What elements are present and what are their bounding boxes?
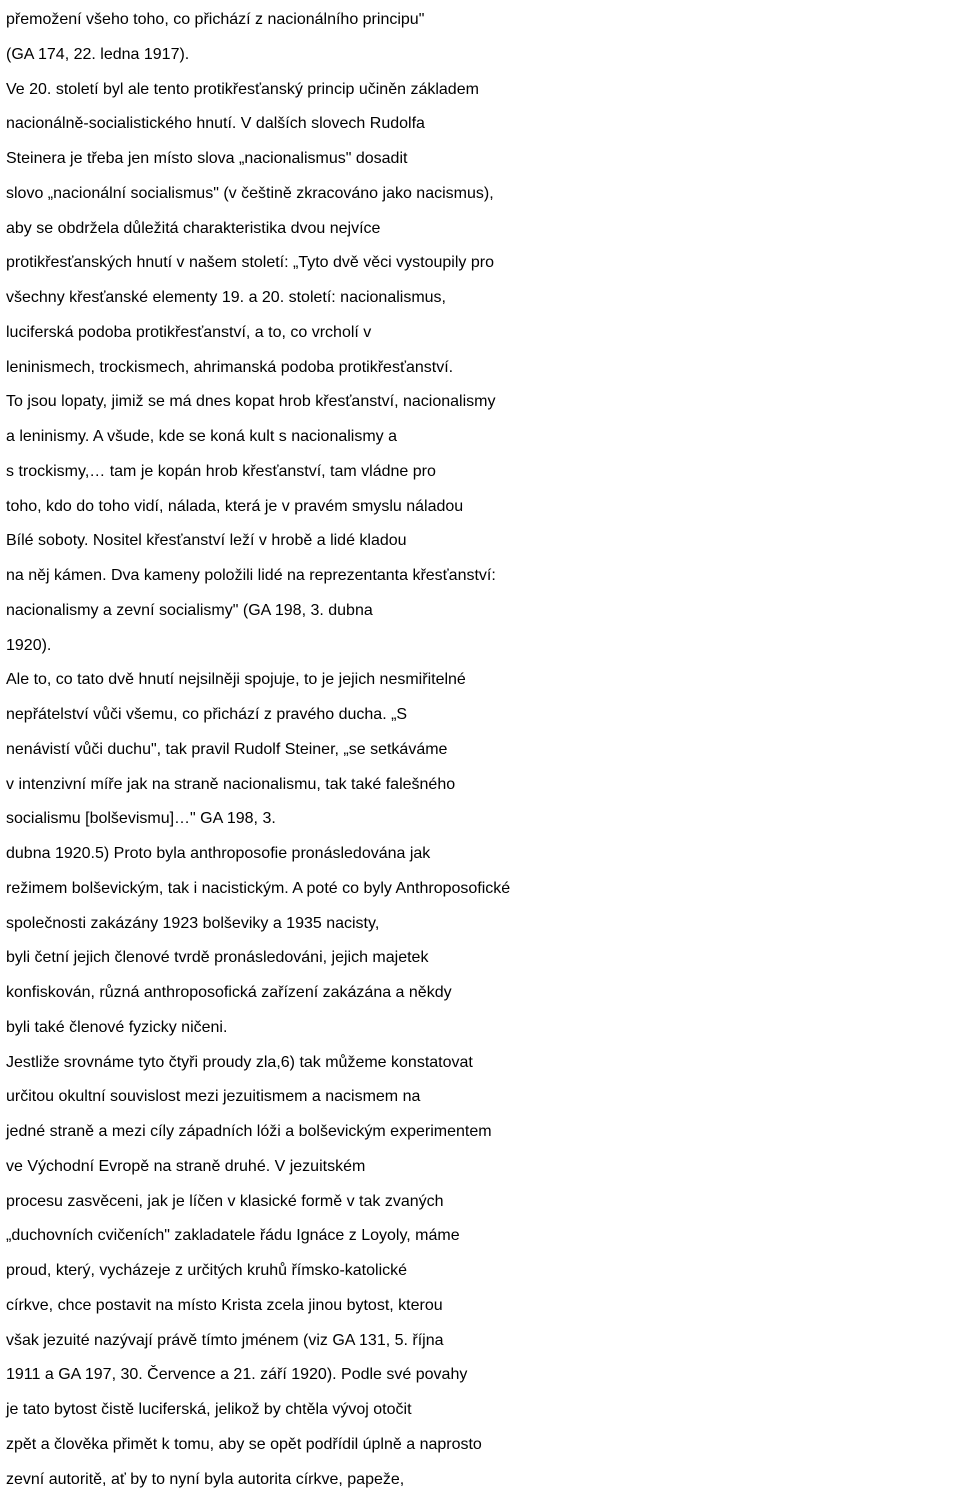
text-line: protikřesťanských hnutí v našem století: „Tyto dvě věci vystoupily pro <box>6 246 960 281</box>
text-line: režimem bolševickým, tak i nacistickým. A poté co byly Anthroposofické <box>6 872 960 907</box>
text-line: zpět a člověka přimět k tomu, aby se opět podřídil úplně a naprosto <box>6 1428 960 1463</box>
text-line: přemožení všeho toho, co přichází z nacionálního principu" <box>6 3 960 38</box>
text-line: byli četní jejich členové tvrdě pronásledováni, jejich majetek <box>6 941 960 976</box>
text-line: společnosti zakázány 1923 bolševiky a 1935 nacisty, <box>6 907 960 942</box>
text-line: proud, který, vycházeje z určitých kruhů římsko-katolické <box>6 1254 960 1289</box>
text-line: „duchovních cvičeních" zakladatele řádu Ignáce z Loyoly, máme <box>6 1219 960 1254</box>
text-line: Bílé soboty. Nositel křesťanství leží v hrobě a lidé kladou <box>6 524 960 559</box>
text-line: dubna 1920.5) Proto byla anthroposofie pronásledována jak <box>6 837 960 872</box>
text-line: procesu zasvěceni, jak je líčen v klasické formě v tak zvaných <box>6 1185 960 1220</box>
text-line: však jezuité nazývají právě tímto jménem (viz GA 131, 5. října <box>6 1324 960 1359</box>
text-line: (GA 174, 22. ledna 1917). <box>6 38 960 73</box>
text-line: Jestliže srovnáme tyto čtyři proudy zla,6) tak můžeme konstatovat <box>6 1046 960 1081</box>
text-line: je tato bytost čistě luciferská, jelikož by chtěla vývoj otočit <box>6 1393 960 1428</box>
text-line: Ve 20. století byl ale tento protikřesťanský princip učiněn základem <box>6 73 960 108</box>
text-line: určitou okultní souvislost mezi jezuitismem a nacismem na <box>6 1080 960 1115</box>
text-line: 1920). <box>6 629 960 664</box>
text-line: aby se obdržela důležitá charakteristika dvou nejvíce <box>6 212 960 247</box>
text-line: ve Východní Evropě na straně druhé. V jezuitském <box>6 1150 960 1185</box>
text-line: leninismech, trockismech, ahrimanská podoba protikřesťanství. <box>6 351 960 386</box>
text-line: s trockismy,… tam je kopán hrob křesťanství, tam vládne pro <box>6 455 960 490</box>
text-line: církve, chce postavit na místo Krista zcela jinou bytost, kterou <box>6 1289 960 1324</box>
text-line: Steinera je třeba jen místo slova „nacionalismus" dosadit <box>6 142 960 177</box>
text-line: slovo „nacionální socialismus" (v češtině zkracováno jako nacismus), <box>6 177 960 212</box>
text-line: konfiskován, různá anthroposofická zařízení zakázána a někdy <box>6 976 960 1011</box>
text-line: na něj kámen. Dva kameny položili lidé na reprezentanta křesťanství: <box>6 559 960 594</box>
text-line: nacionálně-socialistického hnutí. V dalších slovech Rudolfa <box>6 107 960 142</box>
text-line: nacionalismy a zevní socialismy" (GA 198, 3. dubna <box>6 594 960 629</box>
text-line: nepřátelství vůči všemu, co přichází z pravého ducha. „S <box>6 698 960 733</box>
text-line: To jsou lopaty, jimiž se má dnes kopat hrob křesťanství, nacionalismy <box>6 385 960 420</box>
text-line: všechny křesťanské elementy 19. a 20. století: nacionalismus, <box>6 281 960 316</box>
document-text <box>6 3 960 1497</box>
text-line: a leninismy. A všude, kde se koná kult s nacionalismy a <box>6 420 960 455</box>
text-line: v intenzivní míře jak na straně nacionalismu, tak také falešného <box>6 768 960 803</box>
text-line: Ale to, co tato dvě hnutí nejsilněji spojuje, to je jejich nesmiřitelné <box>6 663 960 698</box>
text-line: 1911 a GA 197, 30. Července a 21. září 1920). Podle své povahy <box>6 1358 960 1393</box>
text-line: jedné straně a mezi cíly západních lóži a bolševickým experimentem <box>6 1115 960 1150</box>
text-line: socialismu [bolševismu]…" GA 198, 3. <box>6 802 960 837</box>
text-line: zevní autoritě, ať by to nyní byla autorita církve, papeže, <box>6 1463 960 1497</box>
text-line: nenávistí vůči duchu", tak pravil Rudolf Steiner, „se setkáváme <box>6 733 960 768</box>
text-line: luciferská podoba protikřesťanství, a to, co vrcholí v <box>6 316 960 351</box>
text-line: toho, kdo do toho vidí, nálada, která je v pravém smyslu náladou <box>6 490 960 525</box>
text-line: byli také členové fyzicky ničeni. <box>6 1011 960 1046</box>
